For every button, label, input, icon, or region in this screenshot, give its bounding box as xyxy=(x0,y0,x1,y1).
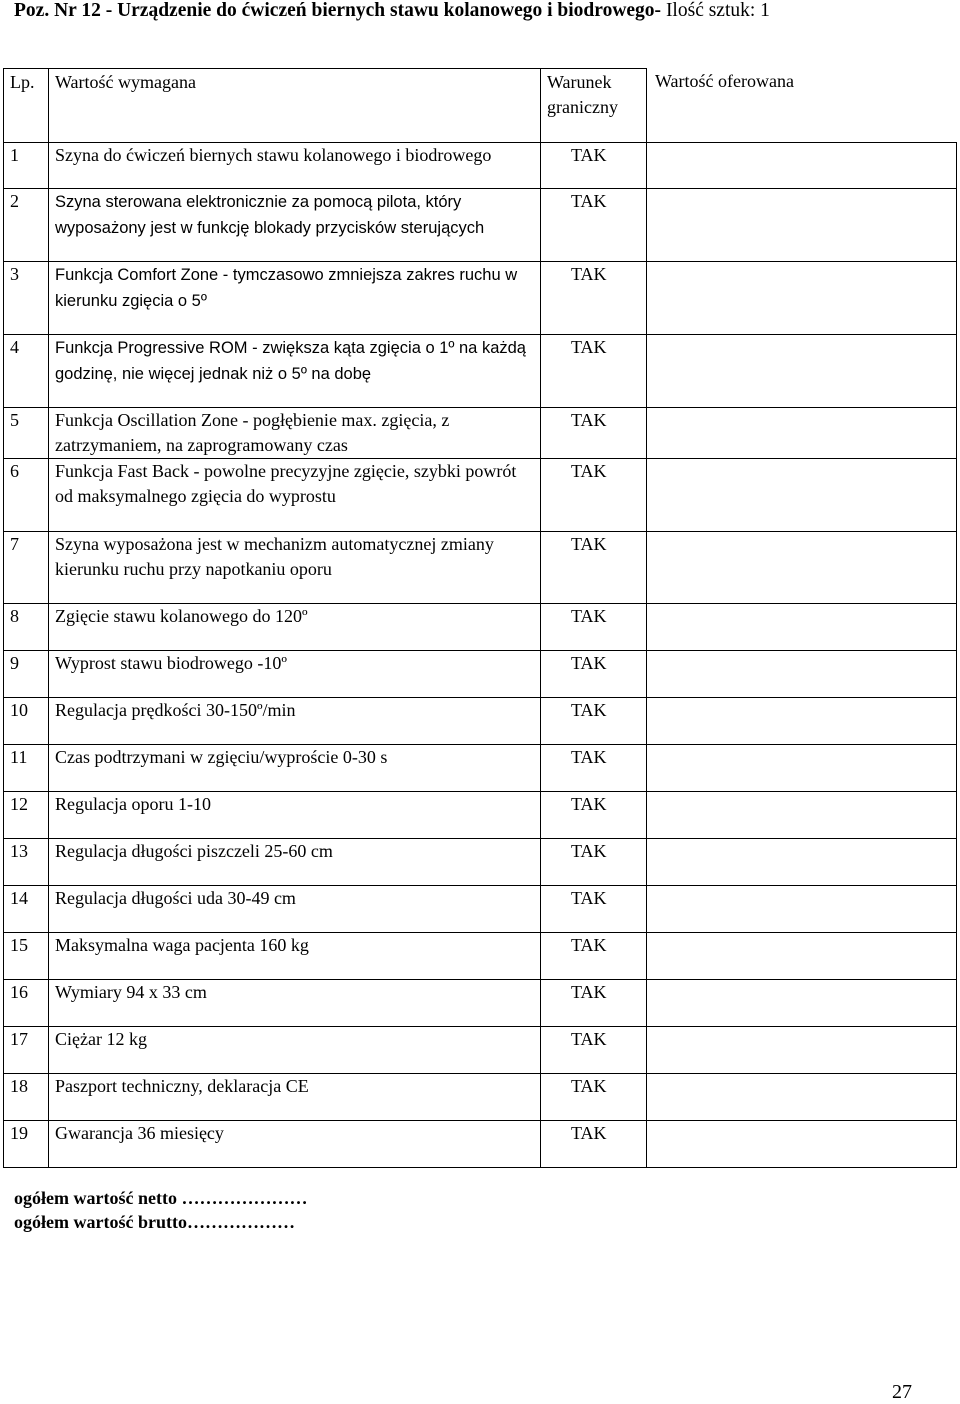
required-value-text: Regulacja długości uda 30-49 cm xyxy=(55,888,296,908)
offered-value-cell[interactable] xyxy=(647,1121,957,1168)
boundary-condition-cell: TAK xyxy=(541,839,647,886)
required-value-text: Czas podtrzymani w zgięciu/wyproście 0-30 s xyxy=(55,747,388,767)
row-number: 12 xyxy=(4,792,49,839)
offered-value-cell[interactable] xyxy=(647,1074,957,1121)
boundary-condition-cell: TAK xyxy=(541,745,647,792)
boundary-condition-cell: TAK xyxy=(541,1074,647,1121)
offered-value-cell[interactable] xyxy=(647,886,957,933)
offered-value-cell[interactable] xyxy=(647,143,957,189)
page-number: 27 xyxy=(892,1381,912,1403)
boundary-condition-cell: TAK xyxy=(541,408,647,459)
table-header-row xyxy=(4,69,957,143)
header-boundary-condition: Warunek graniczny xyxy=(541,69,647,143)
required-value-cell xyxy=(49,839,541,886)
boundary-condition-cell: TAK xyxy=(541,980,647,1027)
offered-value-cell[interactable] xyxy=(647,792,957,839)
required-value-cell xyxy=(49,745,541,792)
table-row xyxy=(4,189,957,262)
boundary-condition-cell: TAK xyxy=(541,792,647,839)
table-row xyxy=(4,651,957,698)
required-value-text: Regulacja długości piszczeli 25-60 cm xyxy=(55,841,333,861)
row-number: 16 xyxy=(4,980,49,1027)
boundary-condition-cell: TAK xyxy=(541,886,647,933)
boundary-condition-cell: TAK xyxy=(541,459,647,532)
row-number: 18 xyxy=(4,1074,49,1121)
table-row xyxy=(4,839,957,886)
table-row xyxy=(4,335,957,408)
table-row xyxy=(4,532,957,604)
heading-quantity: Ilość sztuk: 1 xyxy=(661,0,770,21)
table-row xyxy=(4,143,957,189)
offered-value-cell[interactable] xyxy=(647,745,957,792)
row-number: 4 xyxy=(4,335,49,408)
required-value-cell xyxy=(49,408,541,459)
table-row xyxy=(4,1074,957,1121)
row-number: 8 xyxy=(4,604,49,651)
required-value-cell xyxy=(49,604,541,651)
row-number: 6 xyxy=(4,459,49,532)
table-row xyxy=(4,459,957,532)
heading-title: Poz. Nr 12 - Urządzenie do ćwiczeń biernych stawu kolanowego i biodrowego- xyxy=(14,0,662,21)
required-value-text: Gwarancja 36 miesięcy xyxy=(55,1123,224,1143)
required-value-cell xyxy=(49,1121,541,1168)
header-required-value: Wartość wymagana xyxy=(49,69,541,143)
required-value-text: Funkcja Progressive ROM - zwiększa kąta zgięcia o 1º na każdą godzinę, nie więcej jednak niż o 5º na dobę xyxy=(55,339,526,383)
totals-footer xyxy=(14,1186,307,1234)
row-number: 9 xyxy=(4,651,49,698)
row-number: 17 xyxy=(4,1027,49,1074)
table-row xyxy=(4,980,957,1027)
row-number: 2 xyxy=(4,189,49,262)
offered-value-cell[interactable] xyxy=(647,532,957,604)
boundary-condition-cell: TAK xyxy=(541,933,647,980)
required-value-cell xyxy=(49,886,541,933)
table-row xyxy=(4,1121,957,1168)
required-value-text: Maksymalna waga pacjenta 160 kg xyxy=(55,935,309,955)
required-value-text: Funkcja Fast Back - powolne precyzyjne zgięcie, szybki powrót od maksymalnego zgięcia do wyprostu xyxy=(55,461,517,506)
header-offered-value: Wartość oferowana xyxy=(647,69,957,143)
required-value-cell xyxy=(49,933,541,980)
required-value-text: Zgięcie stawu kolanowego do 120º xyxy=(55,606,308,626)
required-value-text: Paszport techniczny, deklaracja CE xyxy=(55,1076,309,1096)
required-value-text: Funkcja Comfort Zone - tymczasowo zmniejsza zakres ruchu w kierunku zgięcia o 5º xyxy=(55,266,518,310)
required-value-cell xyxy=(49,459,541,532)
required-value-text: Szyna wyposażona jest w mechanizm automatycznej zmiany kierunku ruchu przy napotkaniu oporu xyxy=(55,534,494,579)
required-value-cell xyxy=(49,335,541,408)
offered-value-cell[interactable] xyxy=(647,604,957,651)
boundary-condition-cell: TAK xyxy=(541,262,647,335)
required-value-text: Szyna do ćwiczeń biernych stawu kolanowego i biodrowego xyxy=(55,145,492,165)
table-row xyxy=(4,792,957,839)
row-number: 13 xyxy=(4,839,49,886)
table-row xyxy=(4,745,957,792)
boundary-condition-cell: TAK xyxy=(541,532,647,604)
row-number: 1 xyxy=(4,143,49,189)
offered-value-cell[interactable] xyxy=(647,335,957,408)
required-value-cell xyxy=(49,698,541,745)
boundary-condition-cell: TAK xyxy=(541,604,647,651)
offered-value-cell[interactable] xyxy=(647,933,957,980)
required-value-text: Regulacja prędkości 30-150º/min xyxy=(55,700,296,720)
required-value-text: Szyna sterowana elektronicznie za pomocą pilota, który wyposażony jest w funkcję blokady przycisków sterujących xyxy=(55,193,485,237)
required-value-cell xyxy=(49,1074,541,1121)
required-value-text: Regulacja oporu 1-10 xyxy=(55,794,211,814)
total-gross-line: ogółem wartość brutto……………… xyxy=(14,1212,295,1232)
specification-table xyxy=(3,68,957,1168)
boundary-condition-cell: TAK xyxy=(541,651,647,698)
offered-value-cell[interactable] xyxy=(647,839,957,886)
row-number: 3 xyxy=(4,262,49,335)
required-value-cell xyxy=(49,189,541,262)
row-number: 5 xyxy=(4,408,49,459)
row-number: 7 xyxy=(4,532,49,604)
offered-value-cell[interactable] xyxy=(647,980,957,1027)
boundary-condition-cell: TAK xyxy=(541,189,647,262)
boundary-condition-cell: TAK xyxy=(541,335,647,408)
document-heading xyxy=(14,0,944,22)
required-value-cell xyxy=(49,792,541,839)
required-value-cell xyxy=(49,651,541,698)
required-value-cell xyxy=(49,1027,541,1074)
table-row xyxy=(4,604,957,651)
row-number: 10 xyxy=(4,698,49,745)
row-number: 15 xyxy=(4,933,49,980)
offered-value-cell[interactable] xyxy=(647,459,957,532)
offered-value-cell[interactable] xyxy=(647,651,957,698)
required-value-text: Ciężar 12 kg xyxy=(55,1029,147,1049)
total-net-line: ogółem wartość netto ………………… xyxy=(14,1188,308,1208)
required-value-text: Wyprost stawu biodrowego -10º xyxy=(55,653,287,673)
offered-value-cell[interactable] xyxy=(647,1027,957,1074)
offered-value-cell[interactable] xyxy=(647,189,957,262)
table-row xyxy=(4,408,957,459)
offered-value-cell[interactable] xyxy=(647,698,957,745)
required-value-cell xyxy=(49,980,541,1027)
boundary-condition-cell: TAK xyxy=(541,1027,647,1074)
row-number: 19 xyxy=(4,1121,49,1168)
table-row xyxy=(4,933,957,980)
row-number: 14 xyxy=(4,886,49,933)
required-value-cell xyxy=(49,532,541,604)
required-value-text: Wymiary 94 x 33 cm xyxy=(55,982,207,1002)
row-number: 11 xyxy=(4,745,49,792)
header-lp: Lp. xyxy=(4,69,49,143)
required-value-text: Funkcja Oscillation Zone - pogłębienie max. zgięcia, z zatrzymaniem, na zaprogramowany czas xyxy=(55,410,450,455)
required-value-cell xyxy=(49,262,541,335)
boundary-condition-cell: TAK xyxy=(541,1121,647,1168)
table-row xyxy=(4,262,957,335)
boundary-condition-cell: TAK xyxy=(541,143,647,189)
table-row xyxy=(4,1027,957,1074)
table-row xyxy=(4,698,957,745)
offered-value-cell[interactable] xyxy=(647,408,957,459)
offered-value-cell[interactable] xyxy=(647,262,957,335)
required-value-cell xyxy=(49,143,541,189)
table-row xyxy=(4,886,957,933)
boundary-condition-cell: TAK xyxy=(541,698,647,745)
